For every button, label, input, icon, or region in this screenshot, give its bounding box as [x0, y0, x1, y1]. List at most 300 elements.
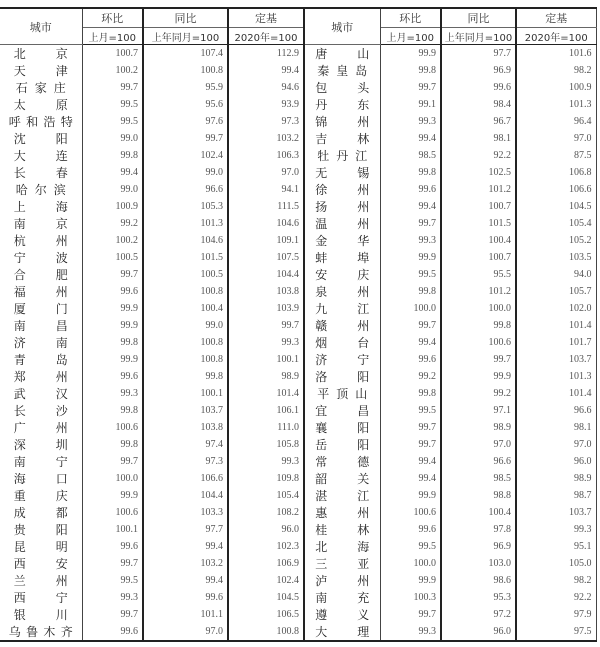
header-fixed-base-left: 2020年=100 — [228, 28, 304, 45]
city-name: 宜昌 — [315, 404, 370, 418]
city-name: 唐山 — [315, 47, 370, 61]
mom-value: 99.7 — [380, 419, 441, 436]
city-name-cell — [304, 266, 380, 283]
city-name: 湛江 — [315, 489, 370, 503]
mom-value: 100.6 — [82, 504, 143, 521]
city-name-cell — [0, 453, 82, 470]
yoy-value: 99.0 — [143, 164, 228, 181]
fixed-value: 96.0 — [516, 453, 596, 470]
city-name-cell — [0, 623, 82, 641]
fixed-value: 102.3 — [228, 538, 304, 555]
city-name: 长春 — [13, 166, 68, 180]
fixed-value: 96.4 — [516, 113, 596, 130]
table-row — [0, 96, 596, 113]
city-name-cell — [0, 436, 82, 453]
city-name: 福州 — [13, 285, 68, 299]
header-yoy-left: 同比 — [143, 8, 228, 28]
mom-value: 100.1 — [82, 521, 143, 538]
fixed-value: 98.9 — [516, 470, 596, 487]
fixed-value: 104.6 — [228, 215, 304, 232]
table-row — [0, 453, 596, 470]
table-row — [0, 283, 596, 300]
city-name-cell — [0, 283, 82, 300]
city-name-cell — [304, 385, 380, 402]
city-name-cell — [0, 266, 82, 283]
fixed-value: 109.1 — [228, 232, 304, 249]
table-row — [0, 402, 596, 419]
mom-value: 99.7 — [82, 453, 143, 470]
fixed-value: 102.0 — [516, 300, 596, 317]
mom-value: 99.3 — [82, 385, 143, 402]
fixed-value: 96.6 — [516, 402, 596, 419]
city-name: 深圳 — [13, 438, 68, 452]
city-name: 常德 — [315, 455, 370, 469]
header-mom-base-left: 上月=100 — [82, 28, 143, 45]
fixed-value: 97.3 — [228, 113, 304, 130]
city-name-cell — [304, 45, 380, 63]
yoy-value: 105.3 — [143, 198, 228, 215]
fixed-value: 103.9 — [228, 300, 304, 317]
table-row — [0, 215, 596, 232]
fixed-value: 112.9 — [228, 45, 304, 63]
table-row — [0, 436, 596, 453]
table-row — [0, 62, 596, 79]
mom-value: 99.6 — [82, 283, 143, 300]
mom-value: 99.7 — [380, 436, 441, 453]
yoy-value: 97.0 — [441, 436, 516, 453]
fixed-value: 106.9 — [228, 555, 304, 572]
fixed-value: 100.1 — [228, 351, 304, 368]
header-fixed-left: 定基 — [228, 8, 304, 28]
city-name: 杭州 — [13, 234, 68, 248]
city-name: 南昌 — [13, 319, 68, 333]
yoy-value: 100.8 — [143, 283, 228, 300]
city-name-cell — [0, 198, 82, 215]
city-name-cell — [304, 300, 380, 317]
fixed-value: 99.7 — [228, 317, 304, 334]
city-name-cell — [0, 300, 82, 317]
city-name-cell — [0, 470, 82, 487]
yoy-value: 99.6 — [143, 589, 228, 606]
yoy-value: 97.7 — [143, 521, 228, 538]
fixed-value: 98.2 — [516, 572, 596, 589]
city-name: 长沙 — [13, 404, 68, 418]
yoy-value: 99.4 — [143, 538, 228, 555]
mom-value: 99.4 — [82, 164, 143, 181]
mom-value: 99.6 — [380, 181, 441, 198]
city-name-cell — [304, 351, 380, 368]
fixed-value: 103.7 — [516, 504, 596, 521]
city-name: 贵阳 — [13, 523, 68, 537]
yoy-value: 98.6 — [441, 572, 516, 589]
fixed-value: 105.2 — [516, 232, 596, 249]
city-name-cell — [0, 487, 82, 504]
fixed-value: 99.4 — [228, 62, 304, 79]
table-row — [0, 113, 596, 130]
table-row — [0, 504, 596, 521]
city-name-cell — [0, 232, 82, 249]
city-name: 扬州 — [315, 200, 370, 214]
mom-value: 99.3 — [380, 623, 441, 641]
yoy-value: 103.7 — [143, 402, 228, 419]
header-mom-base-right: 上月=100 — [380, 28, 441, 45]
mom-value: 100.6 — [380, 504, 441, 521]
yoy-value: 96.6 — [143, 181, 228, 198]
mom-value: 99.8 — [380, 385, 441, 402]
yoy-value: 101.5 — [441, 215, 516, 232]
city-name-cell — [304, 232, 380, 249]
fixed-value: 101.7 — [516, 334, 596, 351]
city-name: 安庆 — [315, 268, 370, 282]
fixed-value: 87.5 — [516, 147, 596, 164]
yoy-value: 102.4 — [143, 147, 228, 164]
city-name: 沈阳 — [13, 132, 68, 146]
city-name-cell — [0, 215, 82, 232]
table-row — [0, 487, 596, 504]
city-name: 西安 — [13, 557, 68, 571]
city-name: 南充 — [315, 591, 370, 605]
mom-value: 99.5 — [380, 538, 441, 555]
city-name-cell — [0, 317, 82, 334]
yoy-value: 100.5 — [143, 266, 228, 283]
city-name: 九江 — [315, 302, 370, 316]
table-row — [0, 572, 596, 589]
city-name: 桂林 — [315, 523, 370, 537]
table-row — [0, 164, 596, 181]
mom-value: 99.9 — [82, 487, 143, 504]
city-name-cell — [304, 623, 380, 641]
yoy-value: 96.0 — [441, 623, 516, 641]
city-name: 泸州 — [315, 574, 370, 588]
city-name: 太原 — [13, 98, 68, 112]
mom-value: 99.7 — [380, 606, 441, 623]
city-name-cell — [0, 147, 82, 164]
mom-value: 99.6 — [380, 351, 441, 368]
yoy-value: 101.1 — [143, 606, 228, 623]
table-row — [0, 317, 596, 334]
yoy-value: 102.5 — [441, 164, 516, 181]
yoy-value: 97.3 — [143, 453, 228, 470]
table-row — [0, 147, 596, 164]
mom-value: 99.6 — [380, 521, 441, 538]
yoy-value: 103.0 — [441, 555, 516, 572]
fixed-value: 103.5 — [516, 249, 596, 266]
table-row — [0, 198, 596, 215]
header-fixed-right: 定基 — [516, 8, 596, 28]
table-row — [0, 538, 596, 555]
city-name-cell — [304, 572, 380, 589]
fixed-value: 97.0 — [516, 130, 596, 147]
city-name-cell — [304, 589, 380, 606]
city-name-cell — [0, 555, 82, 572]
header-yoy-base-left: 上年同月=100 — [143, 28, 228, 45]
city-name-cell — [304, 79, 380, 96]
city-name-cell — [0, 79, 82, 96]
mom-value: 99.4 — [380, 334, 441, 351]
mom-value: 99.0 — [82, 130, 143, 147]
city-name: 重庆 — [13, 489, 68, 503]
city-name-cell — [0, 181, 82, 198]
mom-value: 99.6 — [82, 368, 143, 385]
mom-value: 99.9 — [82, 351, 143, 368]
header-city-right: 城市 — [304, 8, 380, 45]
city-name: 石家庄 — [15, 81, 66, 95]
city-name: 济南 — [13, 336, 68, 350]
city-name: 宁波 — [13, 251, 68, 265]
fixed-value: 107.5 — [228, 249, 304, 266]
city-name-cell — [0, 521, 82, 538]
mom-value: 99.4 — [380, 130, 441, 147]
fixed-value: 99.3 — [228, 453, 304, 470]
fixed-value: 97.0 — [228, 164, 304, 181]
table-row — [0, 130, 596, 147]
city-name-cell — [0, 504, 82, 521]
city-name-cell — [304, 606, 380, 623]
yoy-value: 100.0 — [441, 300, 516, 317]
table-row — [0, 419, 596, 436]
yoy-value: 99.9 — [441, 368, 516, 385]
yoy-value: 100.4 — [441, 232, 516, 249]
mom-value: 99.7 — [82, 266, 143, 283]
header-fixed-base-right: 2020年=100 — [516, 28, 596, 45]
yoy-value: 99.6 — [441, 79, 516, 96]
fixed-value: 111.0 — [228, 419, 304, 436]
city-name-cell — [0, 538, 82, 555]
city-name: 韶关 — [315, 472, 370, 486]
mom-value: 100.7 — [82, 45, 143, 63]
yoy-value: 96.9 — [441, 62, 516, 79]
city-name: 兰州 — [13, 574, 68, 588]
fixed-value: 101.6 — [516, 45, 596, 63]
mom-value: 99.7 — [82, 606, 143, 623]
table-row — [0, 334, 596, 351]
table-row — [0, 521, 596, 538]
mom-value: 99.3 — [82, 589, 143, 606]
city-name: 遵义 — [315, 608, 370, 622]
fixed-value: 100.9 — [516, 79, 596, 96]
fixed-value: 106.5 — [228, 606, 304, 623]
city-name: 银川 — [13, 608, 68, 622]
fixed-value: 97.0 — [516, 436, 596, 453]
yoy-value: 98.9 — [441, 419, 516, 436]
city-name-cell — [304, 147, 380, 164]
yoy-value: 100.7 — [441, 198, 516, 215]
fixed-value: 94.1 — [228, 181, 304, 198]
mom-value: 99.7 — [82, 79, 143, 96]
yoy-value: 97.8 — [441, 521, 516, 538]
mom-value: 99.5 — [82, 113, 143, 130]
table-row — [0, 470, 596, 487]
yoy-value: 95.3 — [441, 589, 516, 606]
table-row — [0, 79, 596, 96]
table-row — [0, 300, 596, 317]
yoy-value: 97.4 — [143, 436, 228, 453]
city-name: 济宁 — [315, 353, 370, 367]
table-row — [0, 232, 596, 249]
city-name-cell — [0, 96, 82, 113]
city-name: 郑州 — [13, 370, 68, 384]
mom-value: 99.8 — [380, 62, 441, 79]
city-name-cell — [304, 130, 380, 147]
fixed-value: 103.7 — [516, 351, 596, 368]
city-name: 丹东 — [315, 98, 370, 112]
city-name: 金华 — [315, 234, 370, 248]
yoy-value: 104.6 — [143, 232, 228, 249]
city-name: 哈尔滨 — [15, 183, 66, 197]
mom-value: 100.6 — [82, 419, 143, 436]
fixed-value: 104.5 — [228, 589, 304, 606]
city-name: 北京 — [13, 47, 68, 61]
table-row — [0, 623, 596, 641]
city-name: 惠州 — [315, 506, 370, 520]
fixed-value: 104.4 — [228, 266, 304, 283]
yoy-value: 97.7 — [441, 45, 516, 63]
mom-value: 99.9 — [380, 45, 441, 63]
city-name-cell — [304, 96, 380, 113]
city-name-cell — [0, 385, 82, 402]
city-name-cell — [0, 368, 82, 385]
yoy-value: 95.9 — [143, 79, 228, 96]
mom-value: 100.5 — [82, 249, 143, 266]
fixed-value: 106.6 — [516, 181, 596, 198]
city-name: 昆明 — [13, 540, 68, 554]
city-name: 平顶山 — [317, 387, 368, 401]
fixed-value: 98.7 — [516, 487, 596, 504]
mom-value: 99.1 — [380, 96, 441, 113]
fixed-value: 102.4 — [228, 572, 304, 589]
mom-value: 99.4 — [380, 470, 441, 487]
yoy-value: 95.5 — [441, 266, 516, 283]
mom-value: 99.2 — [82, 215, 143, 232]
yoy-value: 96.9 — [441, 538, 516, 555]
city-name: 北海 — [315, 540, 370, 554]
city-name-cell — [0, 62, 82, 79]
city-name-cell — [0, 249, 82, 266]
mom-value: 99.0 — [82, 181, 143, 198]
fixed-value: 99.3 — [516, 521, 596, 538]
city-name: 成都 — [13, 506, 68, 520]
yoy-value: 96.7 — [441, 113, 516, 130]
fixed-value: 98.9 — [228, 368, 304, 385]
city-name-cell — [0, 113, 82, 130]
table-row — [0, 589, 596, 606]
yoy-value: 99.7 — [441, 351, 516, 368]
table-row — [0, 555, 596, 572]
mom-value: 99.9 — [380, 249, 441, 266]
mom-value: 99.6 — [82, 538, 143, 555]
city-name-cell — [304, 470, 380, 487]
fixed-value: 101.4 — [516, 317, 596, 334]
fixed-value: 95.1 — [516, 538, 596, 555]
yoy-value: 107.4 — [143, 45, 228, 63]
mom-value: 100.9 — [82, 198, 143, 215]
yoy-value: 97.2 — [441, 606, 516, 623]
city-name-cell — [304, 249, 380, 266]
fixed-value: 105.8 — [228, 436, 304, 453]
yoy-value: 106.6 — [143, 470, 228, 487]
mom-value: 99.7 — [380, 79, 441, 96]
city-name-cell — [304, 283, 380, 300]
fixed-value: 106.1 — [228, 402, 304, 419]
city-name: 呼和浩特 — [8, 115, 73, 129]
city-name: 南京 — [13, 217, 68, 231]
city-name: 洛阳 — [315, 370, 370, 384]
yoy-value: 104.4 — [143, 487, 228, 504]
city-name-cell — [304, 487, 380, 504]
fixed-value: 96.0 — [228, 521, 304, 538]
city-name-cell — [304, 181, 380, 198]
table-row — [0, 368, 596, 385]
yoy-value: 101.2 — [441, 181, 516, 198]
fixed-value: 105.4 — [516, 215, 596, 232]
yoy-value: 99.7 — [143, 130, 228, 147]
fixed-value: 105.0 — [516, 555, 596, 572]
yoy-value: 100.8 — [143, 334, 228, 351]
yoy-value: 103.2 — [143, 555, 228, 572]
fixed-value: 97.5 — [516, 623, 596, 641]
city-name-cell — [304, 62, 380, 79]
city-name: 武汉 — [13, 387, 68, 401]
city-name-cell — [304, 334, 380, 351]
mom-value: 99.7 — [380, 215, 441, 232]
price-index-table — [0, 7, 597, 642]
mom-value: 99.9 — [82, 300, 143, 317]
mom-value: 99.7 — [82, 555, 143, 572]
city-name-cell — [304, 215, 380, 232]
fixed-value: 104.5 — [516, 198, 596, 215]
fixed-value: 98.1 — [516, 419, 596, 436]
mom-value: 100.0 — [380, 555, 441, 572]
fixed-value: 105.4 — [228, 487, 304, 504]
city-name-cell — [304, 436, 380, 453]
table-row — [0, 249, 596, 266]
fixed-value: 106.3 — [228, 147, 304, 164]
city-name: 青岛 — [13, 353, 68, 367]
city-name-cell — [0, 351, 82, 368]
yoy-value: 97.6 — [143, 113, 228, 130]
city-name: 天津 — [13, 64, 68, 78]
mom-value: 100.3 — [380, 589, 441, 606]
yoy-value: 99.8 — [143, 368, 228, 385]
yoy-value: 101.2 — [441, 283, 516, 300]
mom-value: 99.8 — [82, 402, 143, 419]
city-name-cell — [0, 334, 82, 351]
mom-value: 99.9 — [380, 487, 441, 504]
city-name-cell — [304, 538, 380, 555]
fixed-value: 111.5 — [228, 198, 304, 215]
mom-value: 99.8 — [82, 436, 143, 453]
header-mom-right: 环比 — [380, 8, 441, 28]
fixed-value: 105.7 — [516, 283, 596, 300]
city-name: 合肥 — [13, 268, 68, 282]
mom-value: 100.2 — [82, 232, 143, 249]
city-name-cell — [304, 317, 380, 334]
city-name: 大理 — [315, 625, 370, 639]
fixed-value: 108.2 — [228, 504, 304, 521]
mom-value: 99.9 — [82, 317, 143, 334]
city-name: 锦州 — [315, 115, 370, 129]
mom-value: 99.6 — [82, 623, 143, 641]
yoy-value: 95.6 — [143, 96, 228, 113]
city-name: 厦门 — [13, 302, 68, 316]
city-name-cell — [0, 402, 82, 419]
city-name-cell — [0, 130, 82, 147]
mom-value: 99.8 — [380, 283, 441, 300]
table-row — [0, 385, 596, 402]
city-name-cell — [0, 589, 82, 606]
mom-value: 100.0 — [380, 300, 441, 317]
mom-value: 99.7 — [380, 317, 441, 334]
